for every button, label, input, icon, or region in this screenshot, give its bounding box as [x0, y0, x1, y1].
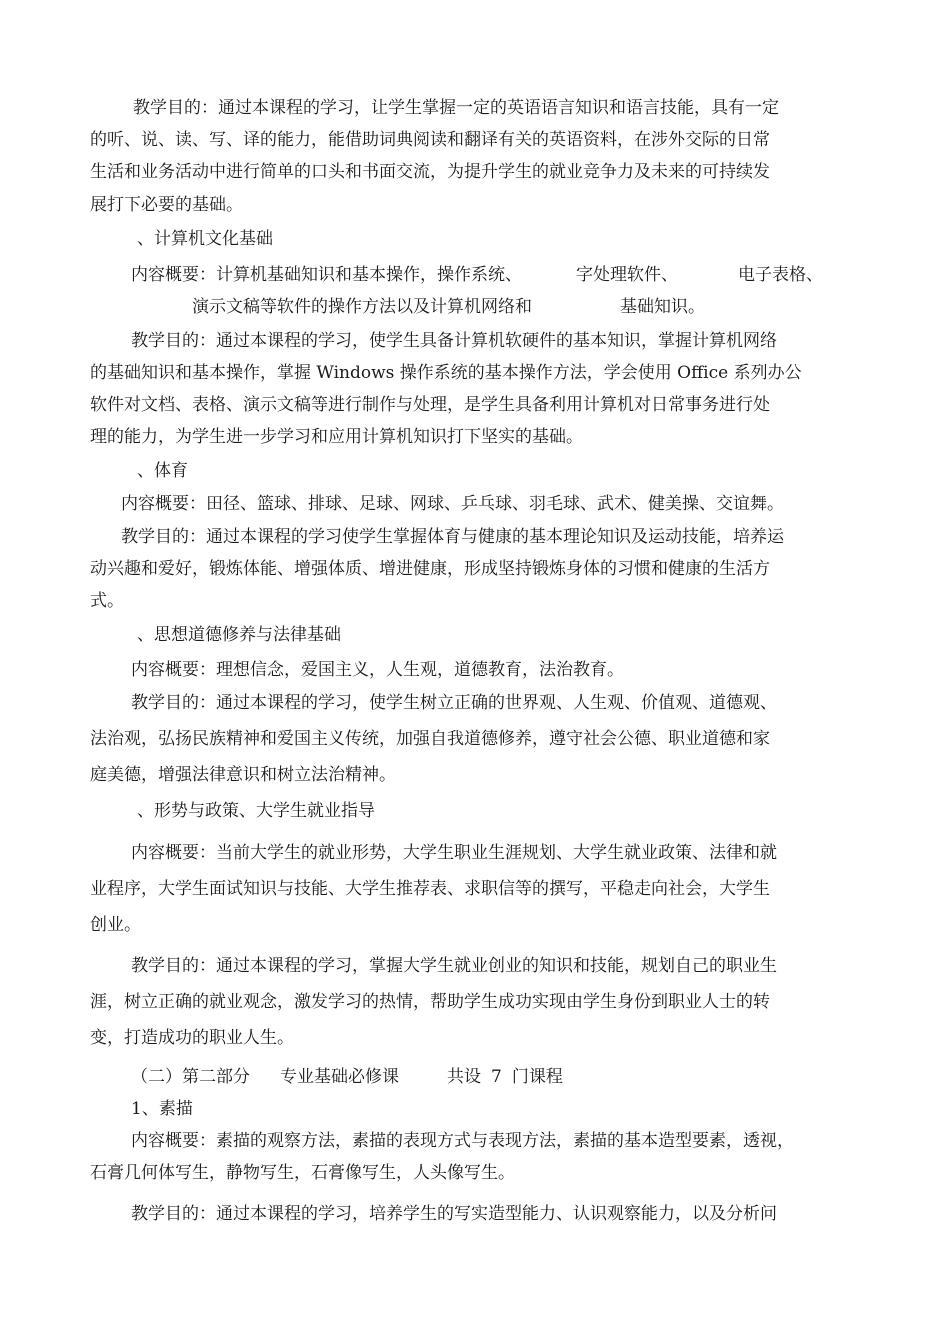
paragraph-line: 动兴趣和爱好，锻炼体能、增强体质、增进健康，形成坚持锻炼身体的习惯和健康的生活方 [90, 559, 770, 579]
text-segment: 演示文稿等软件的操作方法以及计算机网络和 [192, 297, 532, 317]
paragraph-line: 展打下必要的基础。 [90, 195, 243, 215]
paragraph-line: 石膏几何体写生，静物写生，石膏像写生，人头像写生。 [90, 1163, 515, 1183]
paragraph-line: 软件对文档、表格、演示文稿等进行制作与处理，是学生具备利用计算机对日常事务进行处 [90, 395, 770, 415]
paragraph-line: 生活和业务活动中进行简单的口头和书面交流，为提升学生的就业竞争力及未来的可持续发 [90, 162, 770, 182]
paragraph-line: 式。 [90, 591, 124, 611]
paragraph-line: 教学目的：通过本课程的学习，掌握大学生就业创业的知识和技能，规划自己的职业生 [131, 956, 777, 976]
text-segment: 电子表格、 [738, 265, 823, 285]
paragraph-line: 教学目的：通过本课程的学习，使学生具备计算机软硬件的基本知识，掌握计算机网络 [131, 331, 777, 351]
paragraph-line: 的听、说、读、写、译的能力，能借助词典阅读和翻译有关的英语资料，在涉外交际的日常 [90, 130, 770, 150]
paragraph-line: 理的能力，为学生进一步学习和应用计算机知识打下坚实的基础。 [90, 427, 583, 447]
paragraph-line [192, 296, 705, 318]
section-heading: 、体育 [137, 461, 188, 481]
paragraph-line: 庭美德，增强法律意识和树立法治精神。 [90, 765, 396, 785]
part-count-prefix: 共设 [447, 1067, 481, 1087]
part-label: （二）第二部分 [131, 1067, 250, 1087]
text-segment: 基础知识。 [620, 297, 705, 317]
part-title: 专业基础必修课 [280, 1067, 399, 1087]
paragraph-line: 内容概要：素描的观察方法，素描的表现方式与表现方法，素描的基本造型要素，透视， [131, 1131, 794, 1151]
paragraph-line: 的基础知识和基本操作，掌握 Windows 操作系统的基本操作方法，学会使用 Office 系列办公 [90, 363, 802, 383]
paragraph-line: 教学目的：通过本课程的学习，培养学生的写实造型能力、认识观察能力，以及分析问 [131, 1204, 777, 1224]
section-heading: 、形势与政策、大学生就业指导 [137, 801, 375, 821]
paragraph-line: 内容概要：当前大学生的就业形势，大学生职业生涯规划、大学生就业政策、法律和就 [131, 843, 777, 863]
paragraph-line: 教学目的：通过本课程的学习，让学生掌握一定的英语语言知识和语言技能，具有一定 [133, 98, 779, 118]
section-heading: 1、素描 [131, 1099, 193, 1119]
paragraph-line: 创业。 [90, 915, 141, 935]
paragraph-line: 内容概要：田径、篮球、排球、足球、网球、乒乓球、羽毛球、武术、健美操、交谊舞。 [121, 494, 784, 514]
text-segment: 内容概要：计算机基础知识和基本操作，操作系统、 [131, 265, 522, 285]
section-heading: 、计算机文化基础 [137, 229, 273, 249]
paragraph-line: 教学目的：通过本课程的学习，使学生树立正确的世界观、人生观、价值观、道德观、 [131, 693, 777, 713]
paragraph-line: 法治观，弘扬民族精神和爱国主义传统，加强自我道德修养，遵守社会公德、职业道德和家 [90, 729, 770, 749]
paragraph-line: 业程序，大学生面试知识与技能、大学生推荐表、求职信等的撰写，平稳走向社会，大学生 [90, 879, 770, 899]
paragraph-line: 变，打造成功的职业人生。 [90, 1028, 294, 1048]
paragraph-line [131, 264, 823, 286]
part-heading [131, 1066, 563, 1088]
part-count: 7 [491, 1067, 502, 1087]
part-count-suffix: 门课程 [511, 1067, 563, 1087]
paragraph-line: 涯，树立正确的就业观念，激发学习的热情，帮助学生成功实现由学生身份到职业人士的转 [90, 992, 770, 1012]
paragraph-line: 内容概要：理想信念，爱国主义，人生观，道德教育，法治教育。 [131, 660, 624, 680]
paragraph-line: 教学目的：通过本课程的学习使学生掌握体育与健康的基本理论知识及运动技能，培养运 [121, 527, 784, 547]
text-segment: 字处理软件、 [576, 265, 678, 285]
section-heading: 、思想道德修养与法律基础 [137, 625, 341, 645]
